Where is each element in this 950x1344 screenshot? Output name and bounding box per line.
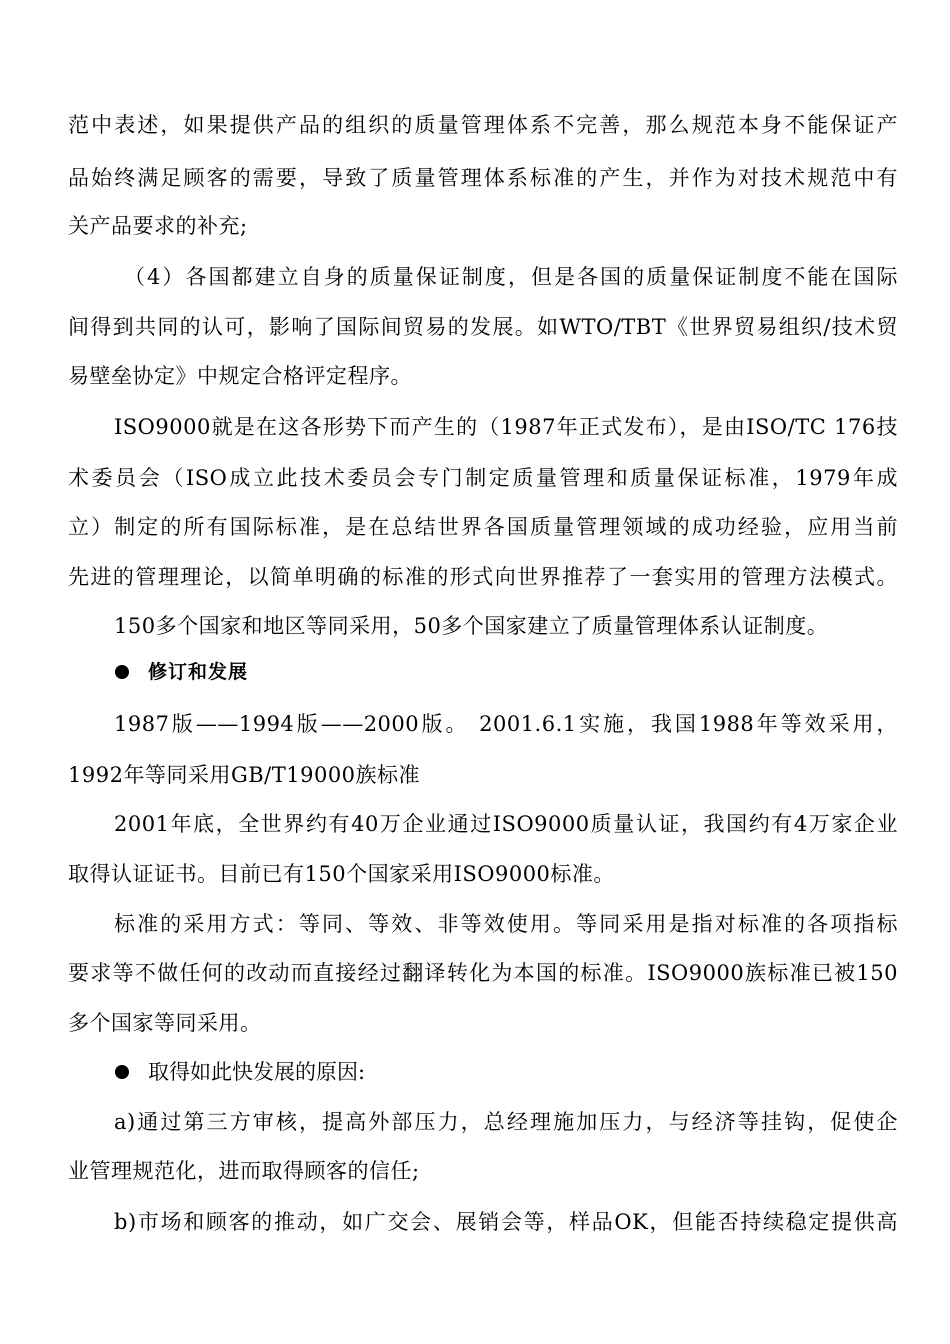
paragraph-line: （4）各国都建立自身的质量保证制度，但是各国的质量保证制度不能在国际 (124, 265, 898, 289)
paragraph-line: a)通过第三方审核，提高外部压力，总经理施加压力，与经济等挂钩，促使企 (114, 1110, 898, 1134)
paragraph-line: 多个国家等同采用。 (68, 1011, 262, 1035)
paragraph-line: 品始终满足顾客的需要，导致了质量管理体系标准的产生，并作为对技术规范中有 (68, 166, 898, 190)
paragraph-line: 间得到共同的认可，影响了国际间贸易的发展。如WTO/TBT《世界贸易组织/技术贸 (68, 315, 898, 339)
paragraph-line: 先进的管理理论，以简单明确的标准的形式向世界推荐了一套实用的管理方法模式。 (68, 565, 898, 589)
paragraph-line: 易壁垒协定》中规定合格评定程序。 (68, 364, 412, 388)
paragraph-line: 业管理规范化，进而取得顾客的信任; (68, 1159, 420, 1183)
paragraph-line: 标准的采用方式：等同、等效、非等效使用。等同采用是指对标准的各项指标 (114, 912, 898, 936)
paragraph-line: 150多个国家和地区等同采用，50多个国家建立了质量管理体系认证制度。 (114, 614, 829, 638)
bullet-icon (115, 665, 129, 679)
paragraph-line: 术委员会（ISO成立此技术委员会专门制定质量管理和质量保证标准，1979年成 (68, 466, 898, 490)
paragraph-line: 要求等不做任何的改动而直接经过翻译转化为本国的标准。ISO9000族标准已被150 (68, 961, 898, 985)
section-heading: 取得如此快发展的原因: (148, 1060, 366, 1084)
paragraph-line: 立）制定的所有国际标准，是在总结世界各国质量管理领域的成功经验，应用当前 (68, 515, 898, 539)
paragraph-line: 2001年底，全世界约有40万企业通过ISO9000质量认证，我国约有4万家企业 (114, 812, 898, 836)
paragraph-line: ISO9000就是在这各形势下而产生的（1987年正式发布），是由ISO/TC 176技 (114, 415, 898, 439)
paragraph-line: 1992年等同采用GB/T19000族标准 (68, 763, 421, 787)
paragraph-line: 1987版——1994版——2000版。 2001.6.1实施，我国1988年等效采用， (114, 712, 898, 736)
paragraph-line: 关产品要求的补充; (68, 214, 248, 238)
paragraph-line: 范中表述，如果提供产品的组织的质量管理体系不完善，那么规范本身不能保证产 (68, 113, 898, 137)
paragraph-line: 取得认证证书。目前已有150个国家采用ISO9000标准。 (68, 862, 615, 886)
paragraph-line: b)市场和顾客的推动，如广交会、展销会等，样品OK，但能否持续稳定提供高 (114, 1210, 898, 1234)
section-heading: 修订和发展 (148, 661, 249, 683)
bullet-icon (115, 1065, 129, 1079)
